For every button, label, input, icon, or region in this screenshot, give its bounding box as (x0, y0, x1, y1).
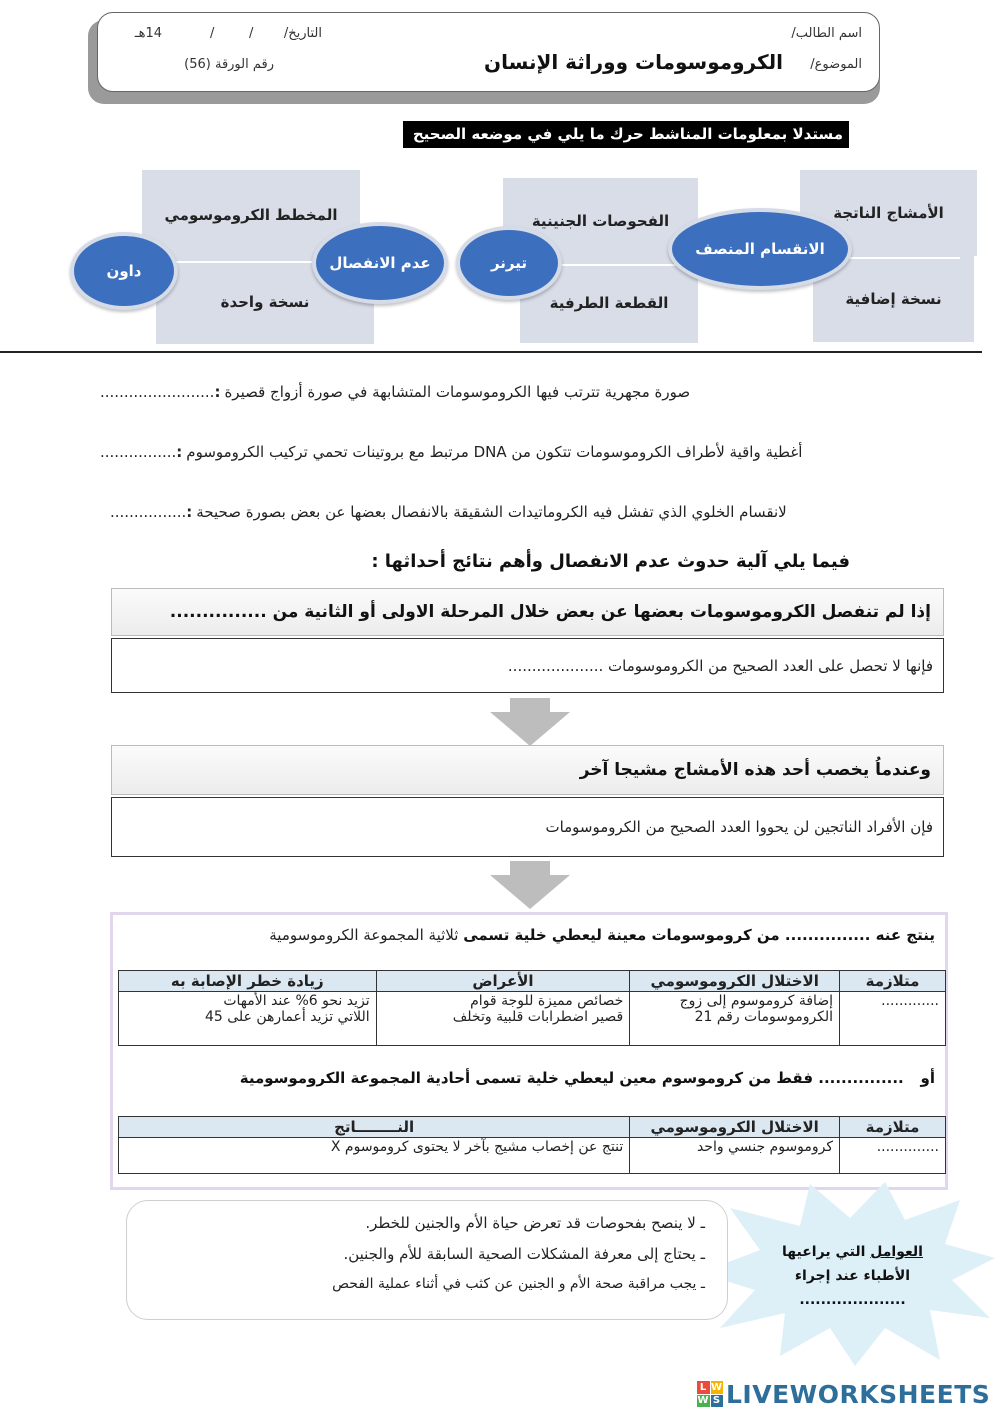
disorder-cell: كروموسوم جنسي واحد (630, 1138, 840, 1174)
flow-step-head: إذا لم تنفصل الكروموسومات بعضها عن بعض خلال المرحلة الاولى أو الثانية من ............... (111, 588, 944, 636)
definition-text: صورة مجهرية تترتب فيها الكروموسومات المتشابهة في صورة أزواج قصيرة (224, 383, 691, 401)
th-symptoms: الأعراض (376, 971, 630, 992)
trisomy-table (118, 970, 946, 1046)
tile-genetic-tests[interactable]: الفحوصات الجنينية (503, 178, 698, 263)
disorder-cell: إضافة كروموسوم إلى زوج الكروموسومات رقم 21 (630, 992, 840, 1046)
trisomy-line-plain: ثلاثية المجموعة الكروموسومية (269, 926, 459, 944)
topic-label: الموضوع/ (810, 57, 862, 72)
oval-meiosis[interactable]: الانقسام المنصف (668, 208, 852, 290)
monosomy-table (118, 1116, 946, 1174)
liveworksheets-brand (697, 1379, 990, 1409)
definition-blank[interactable]: ................ (110, 503, 187, 521)
th-disorder: الاختلال الكروموسومي (630, 971, 840, 992)
trisomy-line-bold: ينتج عنه ............... من كروموسومات معينة ليعطي خلية تسمى (463, 926, 935, 944)
mechanism-title: فيما يلي آلية حدوث عدم الانفصال وأهم نتائج أحداثها : (371, 551, 850, 572)
definition-colon: : (214, 383, 221, 401)
sheet-number: رقم الورقة (56) (184, 57, 274, 72)
table-header-row (119, 1117, 946, 1138)
monosomy-line (200, 1069, 935, 1087)
th-result: النــــــــاتج (119, 1117, 630, 1138)
definition-row (100, 383, 955, 401)
flow-arrow (490, 712, 570, 746)
note-item: ـ يجب مراقبة صحة الأم و الجنين عن كثب في أثناء عملية الفحص (332, 1276, 705, 1292)
note-item: ـ يحتاج إلى معرفة المشكلات الصحية السابقة للأم والجنين. (343, 1245, 705, 1263)
symptoms-cell: خصائص مميزة للوجة قوام قصير اضطرابات قلبية وتخلف (376, 992, 630, 1046)
student-name-label: اسم الطالب/ (791, 26, 862, 41)
monosomy-line-bold: ............... فقط من كروموسوم معين ليعطي خلية تسمى أحادية المجموعة الكروموسومية (239, 1069, 904, 1087)
liveworksheets-logo-icon: L W W S (697, 1381, 723, 1407)
oval-nondisjunction[interactable]: عدم الانفصال (312, 222, 448, 304)
th-syndrome: متلازمة (840, 1117, 946, 1138)
definition-colon: : (186, 503, 193, 521)
flow-arrow (510, 698, 550, 712)
definition-colon: : (176, 443, 183, 461)
flow-step-head: وعندماُ يخصب أحد هذه الأمشاج مشيجا آخر (111, 745, 944, 795)
th-disorder: الاختلال الكروموسومي (630, 1117, 840, 1138)
tile-divider (172, 261, 322, 263)
flow-step-body: فإن الأفراد الناتجين لن يحووا العدد الصحيح من الكروموسومات (111, 797, 944, 857)
tile-telomere[interactable]: القطعة الطرفية (520, 263, 698, 343)
instruction-banner: مستدلا بمعلومات المناشط حرك ما يلي في موضعه الصحيح (403, 121, 849, 148)
table-row (119, 1138, 946, 1174)
oval-down[interactable]: داون (70, 232, 178, 310)
flow-arrow (490, 875, 570, 909)
tile-divider (560, 264, 680, 266)
syndrome-blank[interactable]: .............. (840, 1138, 946, 1174)
result-cell: تنتج عن إخصاب مشيج بآخر لا يحتوى كروموسوم X (119, 1138, 630, 1174)
tile-single-copy[interactable]: نسخة واحدة (156, 260, 374, 344)
table-row (119, 992, 946, 1046)
date-label: التاريخ/ (283, 26, 322, 41)
definition-blank[interactable]: ........................ (100, 383, 215, 401)
syndrome-blank[interactable]: ............. (840, 992, 946, 1046)
monosomy-prefix: أو (920, 1069, 935, 1087)
definition-text: أغطية واقية لأطراف الكروموسومات تتكون من DNA مرتبط مع بروتينات تحمي تركيب الكروموسوم (186, 443, 803, 461)
flow-arrow (510, 861, 550, 875)
date-slash: / (210, 26, 215, 41)
definition-text: لانقسام الخلوي الذي تفشل فيه الكروماتيدات الشقيقة بالانفصال بعضها عن بعض بصورة صحيحة (196, 503, 787, 521)
th-syndrome: متلازمة (840, 971, 946, 992)
factors-text (770, 1240, 935, 1312)
flow-step-body: فإنها لا تحصل على العدد الصحيح من الكروموسومات .................... (111, 638, 944, 693)
date-slash: / (249, 26, 254, 41)
note-item: ـ لا ينصح بفحوصات قد تعرض حياة الأم والجنين للخطر. (365, 1214, 705, 1232)
trisomy-line (150, 926, 935, 944)
tile-karyotype[interactable]: المخطط الكروموسومي (142, 170, 360, 260)
risk-cell: تزيد نحو 6% عند الأمهات اللاتي تزيد أعمارهن على 45 (119, 992, 377, 1046)
th-risk: زيادة خطر الإصابة به (119, 971, 377, 992)
factors-line: العوامل التي يراعيها (782, 1244, 923, 1260)
hijri-year: 14هـ (134, 26, 162, 41)
tile-resulting-gametes[interactable]: الأمشاج الناتجة (800, 170, 977, 256)
tile-extra-copy[interactable]: نسخة إضافية (813, 256, 974, 342)
table-header-row (119, 971, 946, 992)
definition-row (100, 443, 965, 461)
definition-blank[interactable]: ................ (100, 443, 177, 461)
page-title: الكروموسومات ووراثة الإنسان (484, 50, 783, 74)
factors-blank[interactable]: .................... (799, 1292, 906, 1308)
liveworksheets-wordmark: LIVEWORKSHEETS (726, 1379, 991, 1409)
oval-turner[interactable]: تيرنر (456, 226, 562, 300)
factors-line: الأطباء عند إجراء (794, 1268, 911, 1284)
section-divider (0, 351, 982, 353)
definition-row (110, 503, 960, 521)
